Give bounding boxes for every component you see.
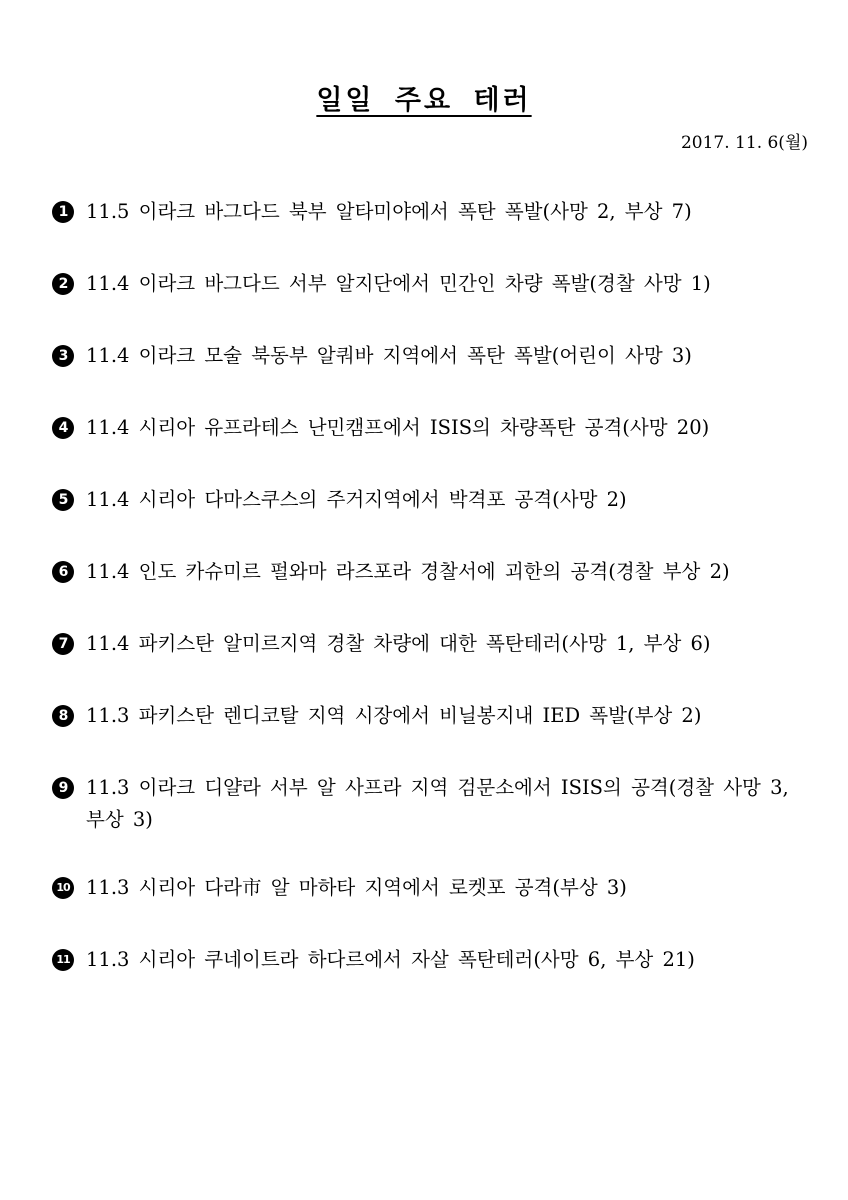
item-text: 11.3 시리아 다라市 알 마하타 지역에서 로켓포 공격(부상 3) bbox=[86, 876, 627, 899]
report-date: 2017. 11. 6(월) bbox=[680, 133, 808, 153]
item-number-badge: 1 bbox=[52, 201, 74, 223]
item-number-badge: 10 bbox=[52, 877, 74, 899]
list-item bbox=[52, 700, 812, 732]
item-text: 11.4 인도 카슈미르 펄와마 라즈포라 경찰서에 괴한의 공격(경찰 부상 2) bbox=[86, 560, 730, 583]
item-text: 11.3 시리아 쿠네이트라 하다르에서 자살 폭탄테러(사망 6, 부상 21) bbox=[86, 948, 695, 971]
list-item bbox=[52, 340, 812, 372]
incident-list bbox=[52, 196, 812, 1016]
list-item bbox=[52, 196, 812, 228]
item-text: 11.4 시리아 유프라테스 난민캠프에서 ISIS의 차량폭탄 공격(사망 20) bbox=[86, 416, 710, 439]
item-number-badge: 2 bbox=[52, 273, 74, 295]
list-item bbox=[52, 268, 812, 300]
item-number-badge: 6 bbox=[52, 561, 74, 583]
item-text: 11.3 파키스탄 렌디코탈 지역 시장에서 비닐봉지내 IED 폭발(부상 2) bbox=[86, 704, 702, 727]
item-text: 11.4 시리아 다마스쿠스의 주거지역에서 박격포 공격(사망 2) bbox=[86, 488, 627, 511]
item-number-badge: 8 bbox=[52, 705, 74, 727]
list-item bbox=[52, 772, 812, 836]
list-item bbox=[52, 412, 812, 444]
item-number-badge: 5 bbox=[52, 489, 74, 511]
item-number-badge: 7 bbox=[52, 633, 74, 655]
item-number-badge: 11 bbox=[52, 949, 74, 971]
item-number-badge: 9 bbox=[52, 777, 74, 799]
item-number-badge: 3 bbox=[52, 345, 74, 367]
list-item bbox=[52, 484, 812, 516]
document-title-text: 일일 주요 테러 bbox=[316, 85, 532, 116]
item-number-badge: 4 bbox=[52, 417, 74, 439]
list-item bbox=[52, 944, 812, 976]
list-item bbox=[52, 628, 812, 660]
item-text: 11.3 이라크 디얄라 서부 알 사프라 지역 검문소에서 ISIS의 공격(경찰 사망 3, 부상 3) bbox=[86, 776, 789, 831]
item-text: 11.4 파키스탄 알미르지역 경찰 차량에 대한 폭탄테러(사망 1, 부상 6) bbox=[86, 632, 711, 655]
document-title bbox=[0, 78, 848, 117]
item-text: 11.4 이라크 바그다드 서부 알지단에서 민간인 차량 폭발(경찰 사망 1) bbox=[86, 272, 711, 295]
item-text: 11.5 이라크 바그다드 북부 알타미야에서 폭탄 폭발(사망 2, 부상 7) bbox=[86, 200, 692, 223]
list-item bbox=[52, 556, 812, 588]
item-text: 11.4 이라크 모술 북동부 알쿼바 지역에서 폭탄 폭발(어린이 사망 3) bbox=[86, 344, 692, 367]
list-item bbox=[52, 872, 812, 904]
